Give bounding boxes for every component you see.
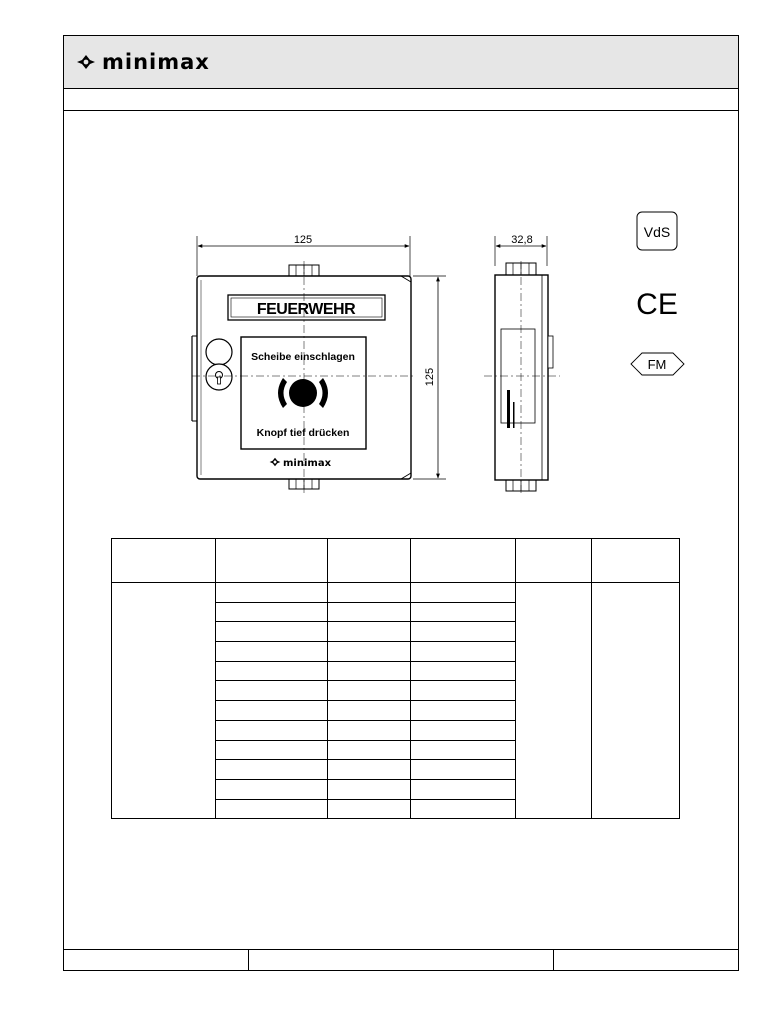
table-cell xyxy=(216,681,328,701)
table-cell xyxy=(216,779,328,799)
table-cell xyxy=(411,720,516,740)
datasheet-frame xyxy=(63,35,739,971)
table-cell xyxy=(328,642,411,662)
page-footer xyxy=(64,949,738,970)
table-header-cell xyxy=(516,539,592,583)
table-cell xyxy=(411,583,516,603)
table-header-cell xyxy=(216,539,328,583)
table-cell xyxy=(216,760,328,780)
table-cell xyxy=(411,760,516,780)
cert-ce-label: CE xyxy=(636,288,678,321)
table-header-cell xyxy=(411,539,516,583)
table-cell xyxy=(328,779,411,799)
table-cell xyxy=(411,642,516,662)
table-cell xyxy=(328,740,411,760)
cert-vds-label: VdS xyxy=(643,224,671,240)
table-cell xyxy=(411,779,516,799)
table-cell xyxy=(411,681,516,701)
table-cell xyxy=(216,642,328,662)
footer-cell-left xyxy=(64,950,249,970)
table-cell xyxy=(216,622,328,642)
table-cell xyxy=(328,583,411,603)
table-cell xyxy=(328,681,411,701)
table-cell xyxy=(216,583,328,603)
front-height-dimension xyxy=(413,276,446,479)
table-cell xyxy=(216,799,328,819)
table-cell xyxy=(328,661,411,681)
test-lock-icon xyxy=(206,339,232,365)
table-header-cell xyxy=(112,539,216,583)
table-cell xyxy=(328,760,411,780)
table-header-cell xyxy=(328,539,411,583)
front-view xyxy=(192,261,416,494)
table-cell xyxy=(411,622,516,642)
table-cell-group xyxy=(112,583,216,819)
table-cell xyxy=(216,740,328,760)
table-cell xyxy=(328,602,411,622)
table-cell xyxy=(328,701,411,721)
footer-cell-right xyxy=(554,950,738,970)
side-view xyxy=(484,261,560,494)
table-cell xyxy=(411,701,516,721)
table-cell-group xyxy=(592,583,680,819)
cert-fm-label: FM xyxy=(647,357,667,372)
table-cell xyxy=(411,602,516,622)
technical-drawing xyxy=(64,36,738,516)
table-cell-group xyxy=(516,583,592,819)
order-data-table xyxy=(111,538,680,819)
table-header-row xyxy=(112,539,680,583)
cert-fm-badge xyxy=(631,353,684,375)
front-width-label: 125 xyxy=(293,234,313,246)
front-height-label: 125 xyxy=(424,367,436,387)
table-cell xyxy=(216,602,328,622)
instruction-bottom: Knopf tief drücken xyxy=(256,427,350,439)
brand-name: minimax xyxy=(102,50,210,74)
table-cell xyxy=(411,740,516,760)
instruction-top: Scheibe einschlagen xyxy=(251,351,355,363)
table-cell xyxy=(411,799,516,819)
table-cell xyxy=(216,720,328,740)
table-cell xyxy=(328,720,411,740)
panel-brand-name: minimax xyxy=(283,458,332,469)
table-row xyxy=(112,583,680,603)
cert-ce-mark xyxy=(636,288,678,321)
table-cell xyxy=(328,799,411,819)
table-header-cell xyxy=(592,539,680,583)
table-cell xyxy=(328,622,411,642)
table-cell xyxy=(216,661,328,681)
footer-cell-middle xyxy=(249,950,554,970)
cert-vds-badge xyxy=(637,212,677,250)
table-cell xyxy=(411,661,516,681)
front-sign-text: FEUERWEHR xyxy=(256,301,356,318)
table-cell xyxy=(216,701,328,721)
side-depth-label: 32,8 xyxy=(511,234,533,246)
